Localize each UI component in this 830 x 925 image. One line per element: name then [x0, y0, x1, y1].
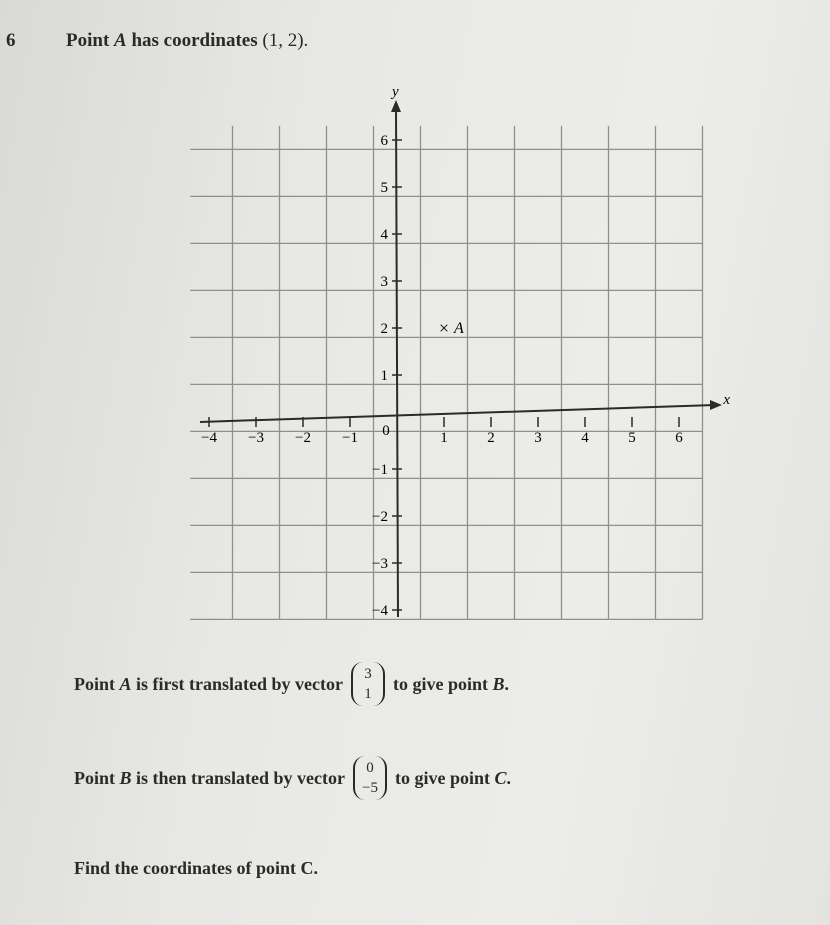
line2-end: .: [506, 767, 512, 788]
x-axis-arrow: [710, 400, 722, 410]
intro-after: has coordinates: [126, 30, 263, 51]
translation-line-1: [74, 662, 509, 706]
x-tick-label: −3: [248, 430, 264, 446]
y-axis-arrow: [391, 100, 401, 112]
vector1-top: 3: [364, 666, 372, 682]
line1-end: .: [504, 673, 510, 694]
x-tick-label: 6: [675, 430, 683, 446]
vector-3-1: [351, 662, 385, 706]
line2-middle: is then translated by vector: [131, 767, 346, 788]
y-tick-label: −1: [372, 462, 388, 478]
vector2-bottom: −5: [362, 780, 378, 796]
x-tick-label: 5: [628, 430, 636, 446]
y-tick-label: 6: [380, 133, 388, 149]
question-intro: [66, 30, 308, 52]
x-tick-label: −1: [342, 430, 358, 446]
translation-line-2: [74, 756, 511, 800]
line1-after: to give point: [393, 673, 493, 694]
y-tick-label: −4: [372, 603, 388, 619]
x-tick-label: 2: [487, 430, 495, 446]
line2-result-point: C: [494, 767, 507, 788]
line1-result-point: B: [492, 673, 505, 694]
question-number: 6: [6, 30, 16, 51]
y-tick-label: 4: [380, 227, 388, 243]
intro-point: A: [114, 30, 127, 51]
x-tick-label: −2: [295, 430, 311, 446]
y-tick-label: 3: [380, 274, 388, 290]
coordinate-grid: [190, 82, 730, 627]
point-a-marker: ×: [438, 318, 450, 338]
vector1-bottom: 1: [364, 686, 372, 702]
line1-point: A: [119, 673, 132, 694]
y-tick-label: 1: [380, 368, 388, 384]
y-axis-label: y: [392, 84, 399, 100]
vector2-top: 0: [366, 760, 374, 776]
line1-before: Point: [74, 673, 120, 694]
x-axis: [200, 405, 715, 422]
point-a-label: A: [454, 320, 464, 337]
vector-0-minus5: [353, 756, 387, 800]
intro-before: Point: [66, 30, 115, 51]
line2-after: to give point: [395, 767, 495, 788]
grid-lines: [190, 126, 703, 620]
origin-label: 0: [382, 423, 390, 439]
x-tick-label: 3: [534, 430, 542, 446]
x-axis-label: x: [723, 392, 730, 408]
find-coordinates-instruction: Find the coordinates of point C.: [74, 858, 319, 878]
intro-coords: (1, 2).: [262, 30, 309, 51]
y-axis: [396, 108, 398, 617]
line2-point: B: [119, 767, 132, 788]
x-tick-label: −4: [201, 430, 217, 446]
x-tick-label: 4: [581, 430, 589, 446]
y-tick-label: 2: [380, 321, 388, 337]
line2-before: Point: [74, 767, 120, 788]
line1-middle: is first translated by vector: [131, 673, 343, 694]
y-tick-label: 5: [380, 180, 388, 196]
x-tick-label: 1: [440, 430, 448, 446]
y-tick-label: −2: [372, 509, 388, 525]
y-tick-label: −3: [372, 556, 388, 572]
